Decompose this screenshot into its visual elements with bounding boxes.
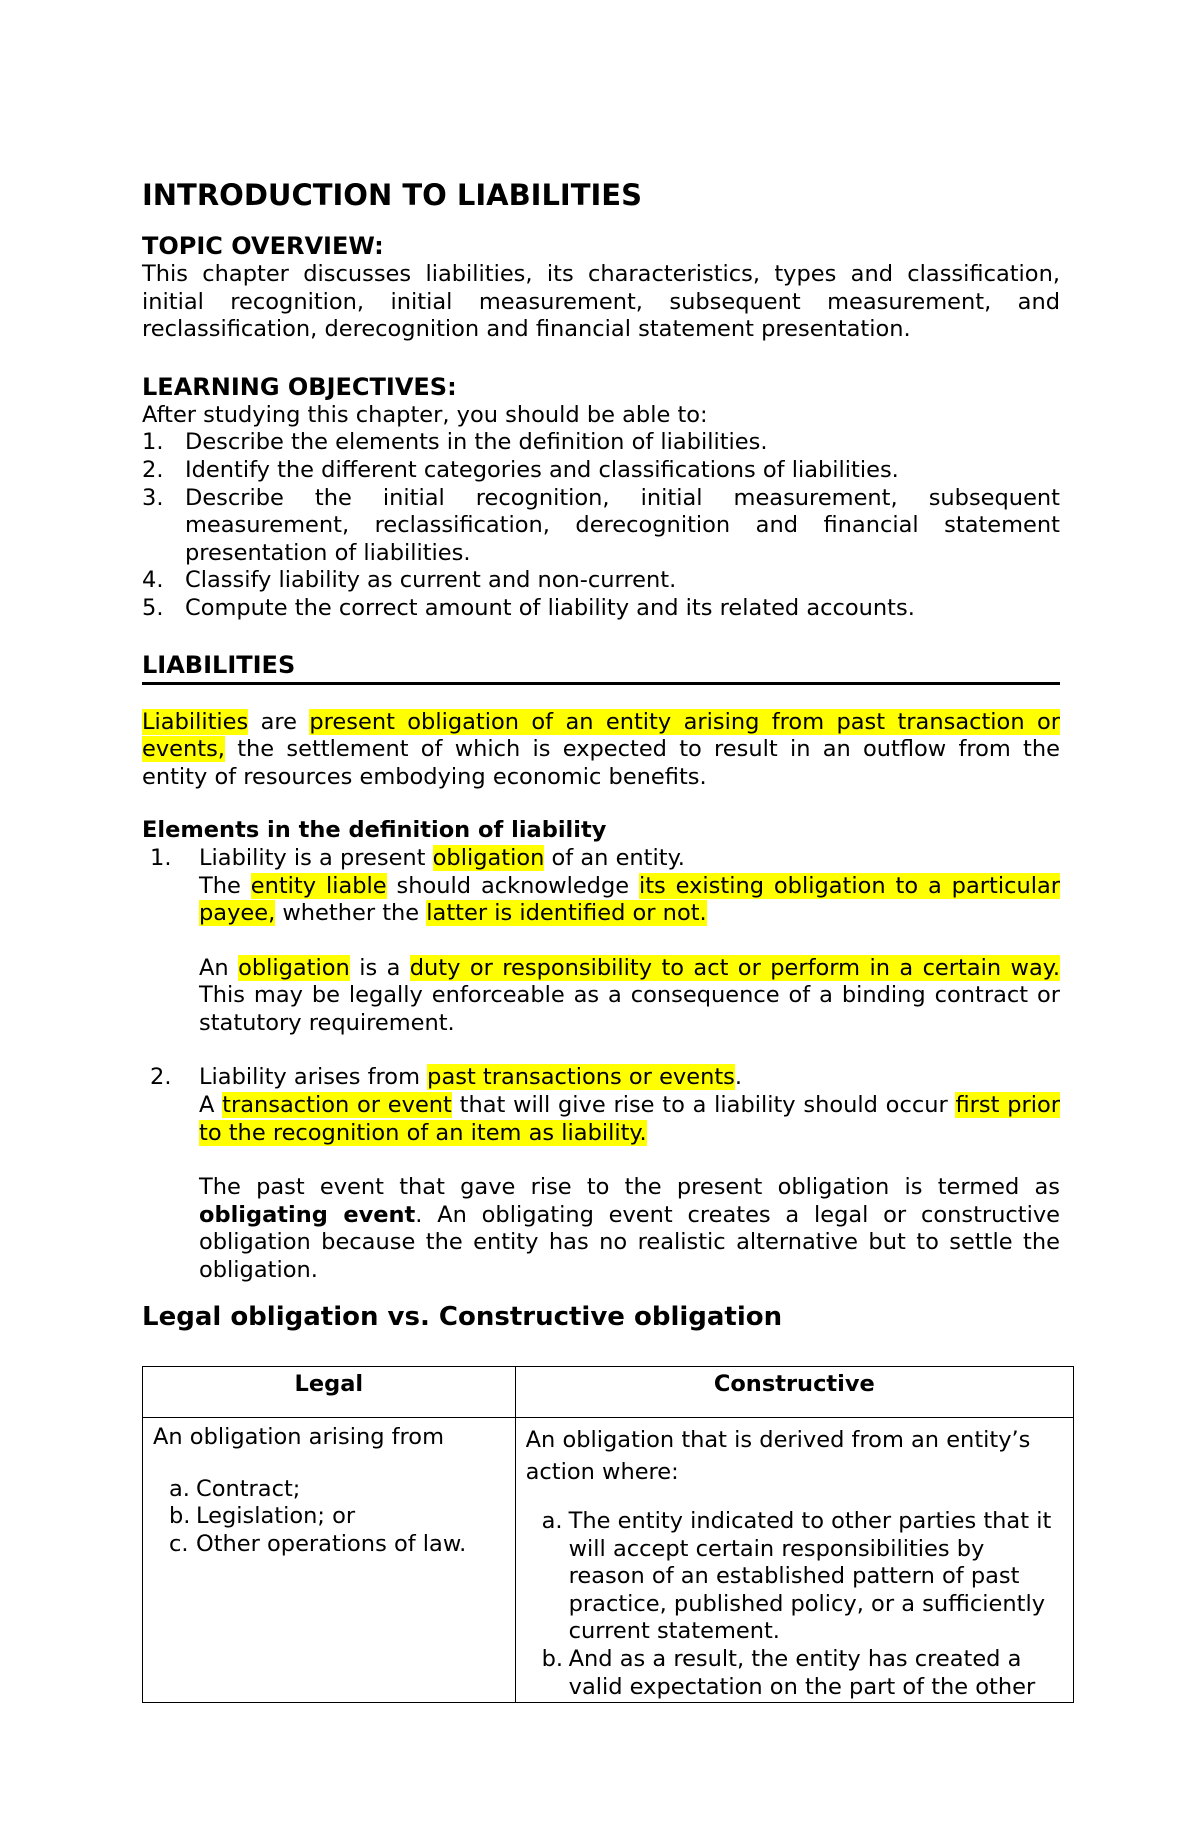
legal-cell: An obligation arising from a. Contract; b. Legislation; or c. Other operations of law. — [143, 1418, 516, 1703]
constructive-cell: An obligation that is derived from an entity’s action where: a. The entity indicated to other parties that it will accept certain responsibilities by reason of an established pattern of past practice, published policy, or a sufficiently current statement. b. And as a result, the entity has created a valid expectation on the part of the other — [515, 1418, 1073, 1703]
list-item: a. Contract; — [169, 1475, 301, 1502]
table-header-row — [143, 1367, 1074, 1418]
table-row — [143, 1418, 1074, 1703]
list-item: 4. Classify liability as current and non-current. — [142, 567, 677, 594]
objectives-intro: After studying this chapter, you should be able to: — [142, 401, 708, 428]
overview-heading: TOPIC OVERVIEW: — [142, 232, 384, 260]
liabilities-heading: LIABILITIES — [142, 650, 1060, 685]
element-item-2: 2. Liability arises from past transactions or events. A transaction or event that will give rise to a liability should occur first prior to the recognition of an item as liability. The past event that gave rise to the present obligation is termed as obligating event. An obligating event creates a legal or constructive obligation because the entity has no realistic alternative but to settle the obligation. — [150, 1064, 1060, 1284]
list-item: 5. Compute the correct amount of liability and its related accounts. — [142, 594, 915, 621]
list-item: b. Legislation; or — [169, 1503, 356, 1530]
elements-heading: Elements in the definition of liability — [142, 817, 607, 844]
element-item-1: 1. Liability is a present obligation of an entity. The entity liable should acknowledge its existing obligation to a particular payee, whether the latter is identified or not. An obligation is a duty or responsibility to act or perform in a certain way. This may be legally enforceable as a consequence of a binding contract or statutory requirement. — [150, 844, 1061, 1036]
list-item: 1. Describe the elements in the definition of liabilities. — [142, 429, 768, 456]
comparison-heading: Legal obligation vs. Constructive obligation — [142, 1301, 783, 1332]
list-item: a. The entity indicated to other parties that it will accept certain responsibilities by reason of an established pattern of past practice, published policy, or a sufficiently current statement. — [541, 1508, 1052, 1645]
list-item: b. And as a result, the entity has created a valid expectation on the part of the other — [541, 1645, 1036, 1700]
page-title: INTRODUCTION TO LIABILITIES — [142, 178, 642, 212]
objectives-heading: LEARNING OBJECTIVES: — [142, 372, 457, 401]
constructive-column-header: Constructive — [515, 1367, 1073, 1418]
document-body — [142, 175, 1060, 1333]
legal-column-header: Legal — [143, 1367, 516, 1418]
comparison-table — [142, 1366, 1074, 1703]
list-item: 3. Describe the initial recognition, initial measurement, subsequent measurement, reclassification, derecognition and financial statement presentation of liabilities. — [142, 484, 1060, 566]
list-item: 2. Identify the different categories and classifications of liabilities. — [142, 456, 899, 483]
objectives-list — [142, 429, 1060, 622]
overview-text: This chapter discusses liabilities, its characteristics, types and classification, initial recognition, initial measurement, subsequent measurement, and reclassification, derecognition and financial statement presentation. — [142, 261, 1060, 343]
list-item: c. Other operations of law. — [169, 1530, 467, 1557]
liabilities-definition: Liabilities are present obligation of an entity arising from past transaction or events, the settlement of which is expected to result in an outflow from the entity of resources embodying economic benefits. — [142, 708, 1060, 790]
